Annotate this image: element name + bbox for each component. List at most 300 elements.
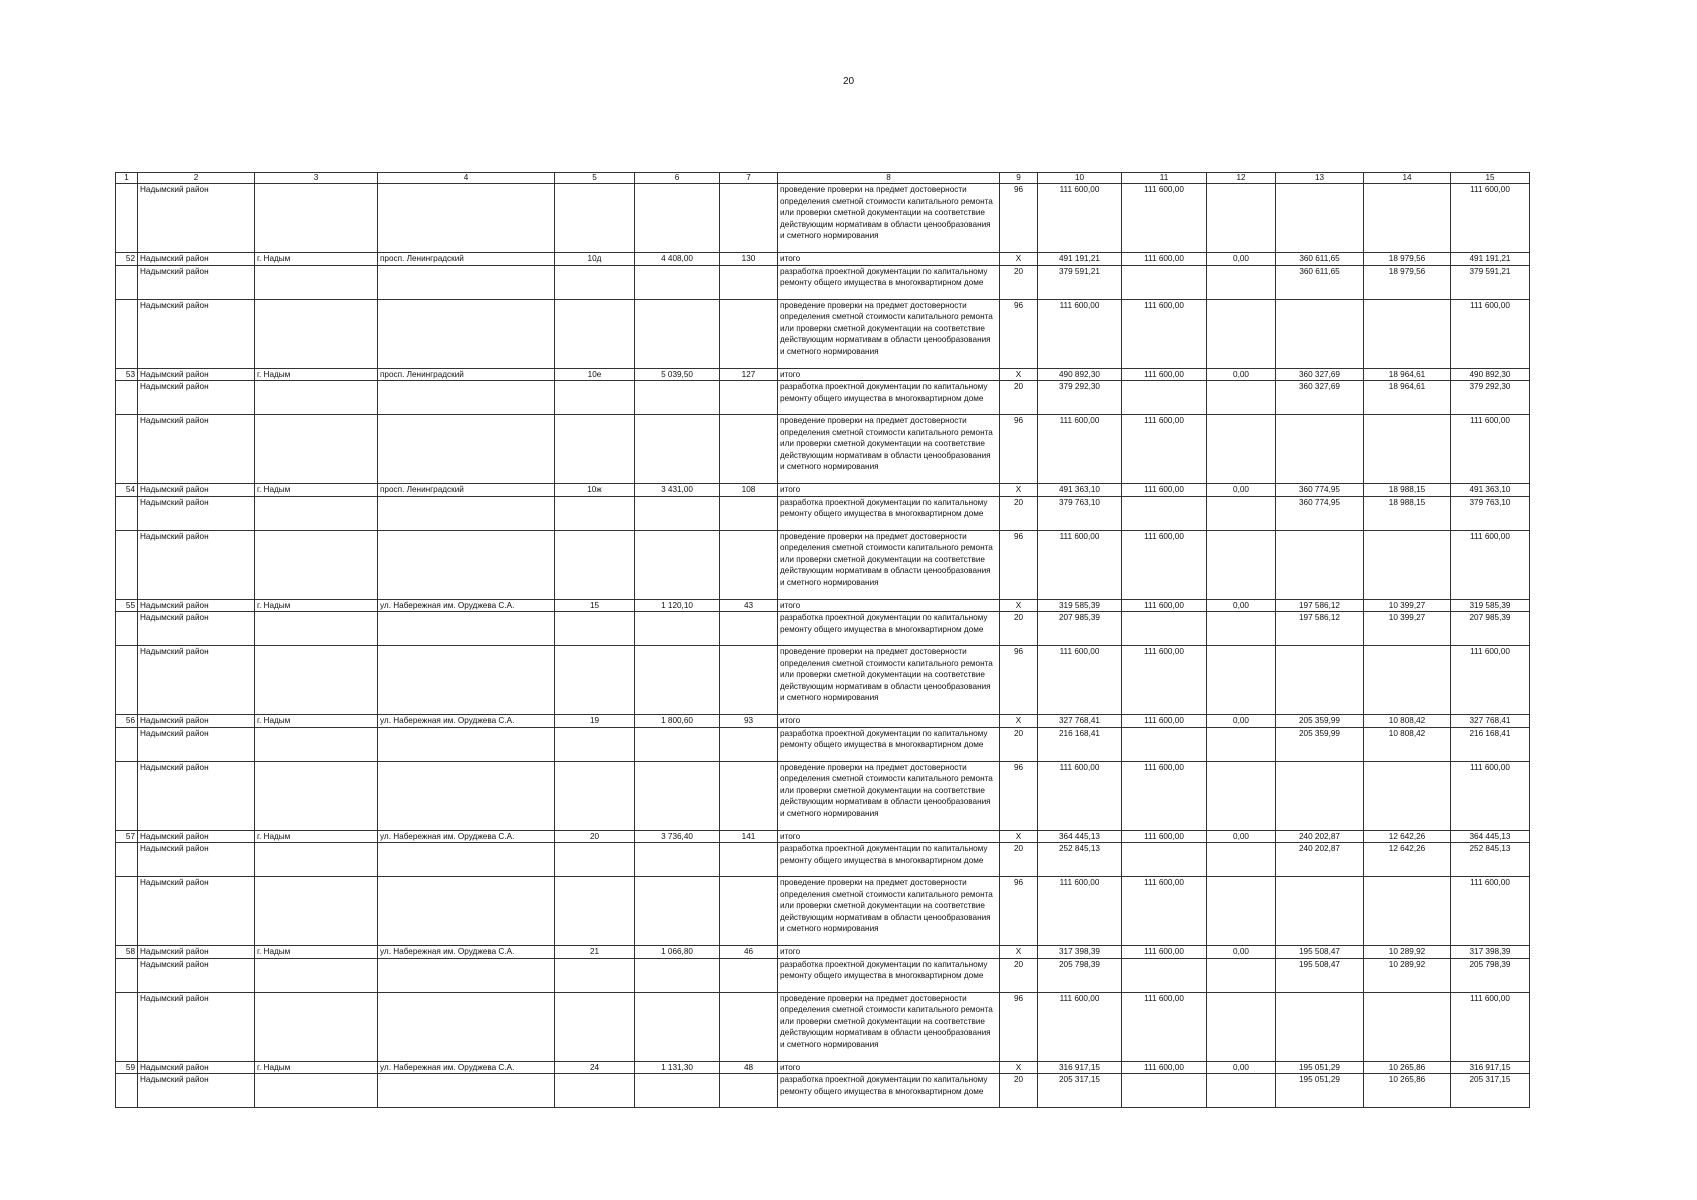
row-number-cell	[116, 646, 138, 715]
column-12-cell	[1207, 530, 1276, 599]
house-number-cell: 10ж	[555, 484, 635, 497]
column-15-cell: 207 985,39	[1451, 612, 1530, 646]
fund-cost-cell: 111 600,00	[1122, 877, 1207, 946]
street-cell: ул. Набережная им. Оруджева С.А.	[378, 830, 555, 843]
city-cell	[255, 843, 378, 877]
total-cost-cell: 111 600,00	[1038, 761, 1122, 830]
fund-cost-cell	[1122, 727, 1207, 761]
work-code-cell: 96	[1000, 415, 1038, 484]
table-row-total	[116, 830, 1530, 843]
district-cell: Надымский район	[138, 253, 255, 266]
table-row-check	[116, 184, 1530, 253]
total-cost-cell: 327 768,41	[1038, 715, 1122, 728]
district-cell: Надымский район	[138, 877, 255, 946]
district-cell: Надымский район	[138, 265, 255, 299]
city-cell	[255, 496, 378, 530]
residents-cell	[720, 612, 778, 646]
fund-cost-cell	[1122, 1074, 1207, 1108]
fund-cost-cell: 111 600,00	[1122, 1061, 1207, 1074]
street-cell	[378, 265, 555, 299]
column-header-9: 9	[1000, 173, 1038, 184]
total-cost-cell: 319 585,39	[1038, 599, 1122, 612]
table-row-check	[116, 877, 1530, 946]
street-cell	[378, 843, 555, 877]
city-cell	[255, 381, 378, 415]
table-row-total	[116, 715, 1530, 728]
page-number: 20	[842, 76, 855, 87]
row-number-cell	[116, 843, 138, 877]
column-12-cell	[1207, 843, 1276, 877]
residents-cell: 141	[720, 830, 778, 843]
district-cell: Надымский район	[138, 299, 255, 368]
house-number-cell	[555, 530, 635, 599]
column-12-cell	[1207, 646, 1276, 715]
capital-repair-table	[115, 172, 1530, 1108]
table-row-design	[116, 496, 1530, 530]
work-code-cell: 96	[1000, 184, 1038, 253]
fund-cost-cell: 111 600,00	[1122, 484, 1207, 497]
column-13-cell: 240 202,87	[1276, 843, 1364, 877]
column-14-cell	[1364, 184, 1451, 253]
total-cost-cell: 379 591,21	[1038, 265, 1122, 299]
work-type-cell: итого	[778, 599, 1000, 612]
work-type-cell: разработка проектной документации по капитальному ремонту общего имущества в многоквартирном доме	[778, 1074, 1000, 1108]
work-code-cell: 20	[1000, 612, 1038, 646]
city-cell: г. Надым	[255, 946, 378, 959]
district-cell: Надымский район	[138, 415, 255, 484]
work-type-cell: проведение проверки на предмет достоверности определения сметной стоимости капитального ремонта или проверки сметной документации на соответствие действующим нормативам в области ценообразования и сметного нормирования	[778, 992, 1000, 1061]
area-cell	[635, 1074, 720, 1108]
row-number-cell	[116, 761, 138, 830]
row-number-cell: 54	[116, 484, 138, 497]
city-cell	[255, 958, 378, 992]
house-number-cell	[555, 992, 635, 1061]
city-cell	[255, 992, 378, 1061]
column-13-cell: 195 508,47	[1276, 958, 1364, 992]
work-type-cell: разработка проектной документации по капитальному ремонту общего имущества в многоквартирном доме	[778, 612, 1000, 646]
fund-cost-cell: 111 600,00	[1122, 530, 1207, 599]
column-12-cell	[1207, 381, 1276, 415]
total-cost-cell: 490 892,30	[1038, 368, 1122, 381]
work-type-cell: итого	[778, 946, 1000, 959]
fund-cost-cell	[1122, 612, 1207, 646]
column-14-cell	[1364, 299, 1451, 368]
total-cost-cell: 111 600,00	[1038, 646, 1122, 715]
fund-cost-cell: 111 600,00	[1122, 646, 1207, 715]
work-code-cell: 20	[1000, 843, 1038, 877]
column-header-7: 7	[720, 173, 778, 184]
work-code-cell: Х	[1000, 1061, 1038, 1074]
column-13-cell	[1276, 184, 1364, 253]
column-12-cell: 0,00	[1207, 1061, 1276, 1074]
column-15-cell: 252 845,13	[1451, 843, 1530, 877]
work-code-cell: Х	[1000, 368, 1038, 381]
column-header-15: 15	[1451, 173, 1530, 184]
street-cell: просп. Ленинградский	[378, 368, 555, 381]
city-cell: г. Надым	[255, 599, 378, 612]
work-code-cell: 20	[1000, 381, 1038, 415]
total-cost-cell: 364 445,13	[1038, 830, 1122, 843]
column-12-cell	[1207, 992, 1276, 1061]
area-cell	[635, 761, 720, 830]
column-13-cell: 195 508,47	[1276, 946, 1364, 959]
table-row-design	[116, 843, 1530, 877]
column-15-cell: 111 600,00	[1451, 299, 1530, 368]
column-12-cell	[1207, 727, 1276, 761]
table-body	[116, 173, 1530, 1108]
table-row-design	[116, 958, 1530, 992]
row-number-cell	[116, 496, 138, 530]
table-row-check	[116, 530, 1530, 599]
column-13-cell: 240 202,87	[1276, 830, 1364, 843]
table-row-check	[116, 299, 1530, 368]
fund-cost-cell: 111 600,00	[1122, 599, 1207, 612]
street-cell: просп. Ленинградский	[378, 484, 555, 497]
district-cell: Надымский район	[138, 1061, 255, 1074]
column-14-cell: 10 808,42	[1364, 727, 1451, 761]
column-12-cell	[1207, 612, 1276, 646]
work-code-cell: Х	[1000, 715, 1038, 728]
city-cell: г. Надым	[255, 1061, 378, 1074]
residents-cell: 130	[720, 253, 778, 266]
column-header-5: 5	[555, 173, 635, 184]
column-15-cell: 379 292,30	[1451, 381, 1530, 415]
area-cell: 1 800,60	[635, 715, 720, 728]
row-number-cell: 57	[116, 830, 138, 843]
column-13-cell: 195 051,29	[1276, 1074, 1364, 1108]
column-13-cell	[1276, 415, 1364, 484]
column-15-cell: 111 600,00	[1451, 877, 1530, 946]
table-row-check	[116, 761, 1530, 830]
column-12-cell: 0,00	[1207, 484, 1276, 497]
residents-cell	[720, 958, 778, 992]
district-cell: Надымский район	[138, 830, 255, 843]
column-12-cell: 0,00	[1207, 946, 1276, 959]
district-cell: Надымский район	[138, 992, 255, 1061]
column-15-cell: 490 892,30	[1451, 368, 1530, 381]
residents-cell	[720, 761, 778, 830]
house-number-cell	[555, 958, 635, 992]
work-type-cell: разработка проектной документации по капитальному ремонту общего имущества в многоквартирном доме	[778, 496, 1000, 530]
work-code-cell: Х	[1000, 830, 1038, 843]
column-13-cell: 205 359,99	[1276, 727, 1364, 761]
column-12-cell	[1207, 184, 1276, 253]
area-cell: 5 039,50	[635, 368, 720, 381]
row-number-cell	[116, 381, 138, 415]
work-code-cell: 96	[1000, 299, 1038, 368]
work-code-cell: 20	[1000, 265, 1038, 299]
district-cell: Надымский район	[138, 381, 255, 415]
total-cost-cell: 491 191,21	[1038, 253, 1122, 266]
house-number-cell	[555, 646, 635, 715]
total-cost-cell: 317 398,39	[1038, 946, 1122, 959]
column-14-cell: 10 289,92	[1364, 958, 1451, 992]
street-cell	[378, 415, 555, 484]
table-row-design	[116, 1074, 1530, 1108]
column-12-cell: 0,00	[1207, 830, 1276, 843]
area-cell	[635, 877, 720, 946]
street-cell	[378, 530, 555, 599]
column-15-cell: 111 600,00	[1451, 646, 1530, 715]
work-type-cell: проведение проверки на предмет достоверности определения сметной стоимости капитального ремонта или проверки сметной документации на соответствие действующим нормативам в области ценообразования и сметного нормирования	[778, 184, 1000, 253]
column-13-cell: 360 774,95	[1276, 484, 1364, 497]
work-type-cell: проведение проверки на предмет достоверности определения сметной стоимости капитального ремонта или проверки сметной документации на соответствие действующим нормативам в области ценообразования и сметного нормирования	[778, 646, 1000, 715]
city-cell: г. Надым	[255, 368, 378, 381]
row-number-cell	[116, 530, 138, 599]
street-cell: ул. Набережная им. Оруджева С.А.	[378, 1061, 555, 1074]
work-code-cell: 20	[1000, 727, 1038, 761]
street-cell	[378, 992, 555, 1061]
city-cell	[255, 727, 378, 761]
row-number-cell	[116, 184, 138, 253]
district-cell: Надымский район	[138, 1074, 255, 1108]
column-12-cell: 0,00	[1207, 715, 1276, 728]
column-13-cell: 205 359,99	[1276, 715, 1364, 728]
column-13-cell: 360 611,65	[1276, 253, 1364, 266]
city-cell: г. Надым	[255, 715, 378, 728]
total-cost-cell: 207 985,39	[1038, 612, 1122, 646]
table-row-total	[116, 1061, 1530, 1074]
work-code-cell: Х	[1000, 946, 1038, 959]
area-cell	[635, 265, 720, 299]
district-cell: Надымский район	[138, 530, 255, 599]
row-number-cell	[116, 415, 138, 484]
column-12-cell	[1207, 496, 1276, 530]
row-number-cell	[116, 299, 138, 368]
total-cost-cell: 205 798,39	[1038, 958, 1122, 992]
work-type-cell: итого	[778, 715, 1000, 728]
residents-cell: 93	[720, 715, 778, 728]
column-15-cell: 316 917,15	[1451, 1061, 1530, 1074]
column-14-cell: 18 964,61	[1364, 381, 1451, 415]
total-cost-cell: 111 600,00	[1038, 299, 1122, 368]
column-14-cell: 18 979,56	[1364, 253, 1451, 266]
street-cell	[378, 727, 555, 761]
table-row-total	[116, 946, 1530, 959]
work-type-cell: итого	[778, 484, 1000, 497]
area-cell	[635, 299, 720, 368]
table-row-design	[116, 612, 1530, 646]
residents-cell	[720, 299, 778, 368]
work-type-cell: проведение проверки на предмет достоверности определения сметной стоимости капитального ремонта или проверки сметной документации на соответствие действующим нормативам в области ценообразования и сметного нормирования	[778, 877, 1000, 946]
table-row-total	[116, 368, 1530, 381]
column-14-cell	[1364, 877, 1451, 946]
residents-cell	[720, 415, 778, 484]
total-cost-cell: 316 917,15	[1038, 1061, 1122, 1074]
work-code-cell: Х	[1000, 253, 1038, 266]
row-number-cell	[116, 265, 138, 299]
column-15-cell: 491 191,21	[1451, 253, 1530, 266]
work-code-cell: 20	[1000, 496, 1038, 530]
column-15-cell: 111 600,00	[1451, 761, 1530, 830]
total-cost-cell: 111 600,00	[1038, 184, 1122, 253]
column-13-cell	[1276, 530, 1364, 599]
column-header-12: 12	[1207, 173, 1276, 184]
fund-cost-cell: 111 600,00	[1122, 946, 1207, 959]
column-header-4: 4	[378, 173, 555, 184]
work-code-cell: 96	[1000, 761, 1038, 830]
fund-cost-cell: 111 600,00	[1122, 992, 1207, 1061]
district-cell: Надымский район	[138, 484, 255, 497]
area-cell	[635, 646, 720, 715]
work-type-cell: проведение проверки на предмет достоверности определения сметной стоимости капитального ремонта или проверки сметной документации на соответствие действующим нормативам в области ценообразования и сметного нормирования	[778, 530, 1000, 599]
area-cell	[635, 727, 720, 761]
district-cell: Надымский район	[138, 727, 255, 761]
column-15-cell: 379 763,10	[1451, 496, 1530, 530]
column-15-cell: 111 600,00	[1451, 992, 1530, 1061]
column-header-2: 2	[138, 173, 255, 184]
residents-cell	[720, 646, 778, 715]
column-12-cell: 0,00	[1207, 599, 1276, 612]
residents-cell	[720, 496, 778, 530]
residents-cell	[720, 1074, 778, 1108]
street-cell	[378, 184, 555, 253]
house-number-cell: 19	[555, 715, 635, 728]
area-cell	[635, 381, 720, 415]
column-13-cell: 360 611,65	[1276, 265, 1364, 299]
city-cell: г. Надым	[255, 253, 378, 266]
city-cell	[255, 265, 378, 299]
table-row-design	[116, 381, 1530, 415]
column-12-cell	[1207, 265, 1276, 299]
house-number-cell	[555, 727, 635, 761]
column-13-cell	[1276, 877, 1364, 946]
total-cost-cell: 491 363,10	[1038, 484, 1122, 497]
fund-cost-cell: 111 600,00	[1122, 368, 1207, 381]
total-cost-cell: 111 600,00	[1038, 415, 1122, 484]
fund-cost-cell: 111 600,00	[1122, 715, 1207, 728]
house-number-cell	[555, 761, 635, 830]
column-12-cell: 0,00	[1207, 253, 1276, 266]
row-number-cell	[116, 992, 138, 1061]
total-cost-cell: 111 600,00	[1038, 992, 1122, 1061]
column-15-cell: 327 768,41	[1451, 715, 1530, 728]
row-number-cell: 58	[116, 946, 138, 959]
district-cell: Надымский район	[138, 958, 255, 992]
city-cell	[255, 1074, 378, 1108]
total-cost-cell: 111 600,00	[1038, 530, 1122, 599]
district-cell: Надымский район	[138, 496, 255, 530]
area-cell	[635, 843, 720, 877]
column-14-cell	[1364, 992, 1451, 1061]
work-type-cell: разработка проектной документации по капитальному ремонту общего имущества в многоквартирном доме	[778, 265, 1000, 299]
table-row-total	[116, 253, 1530, 266]
district-cell: Надымский район	[138, 946, 255, 959]
column-14-cell: 10 265,86	[1364, 1061, 1451, 1074]
city-cell	[255, 184, 378, 253]
column-14-cell: 18 964,61	[1364, 368, 1451, 381]
table-row-check	[116, 992, 1530, 1061]
fund-cost-cell	[1122, 958, 1207, 992]
work-type-cell: разработка проектной документации по капитальному ремонту общего имущества в многоквартирном доме	[778, 843, 1000, 877]
column-header-8: 8	[778, 173, 1000, 184]
column-12-cell	[1207, 299, 1276, 368]
column-header-1: 1	[116, 173, 138, 184]
column-14-cell: 12 642,26	[1364, 830, 1451, 843]
column-header-11: 11	[1122, 173, 1207, 184]
city-cell	[255, 612, 378, 646]
area-cell	[635, 496, 720, 530]
work-type-cell: проведение проверки на предмет достоверности определения сметной стоимости капитального ремонта или проверки сметной документации на соответствие действующим нормативам в области ценообразования и сметного нормирования	[778, 761, 1000, 830]
work-type-cell: разработка проектной документации по капитальному ремонту общего имущества в многоквартирном доме	[778, 727, 1000, 761]
row-number-cell: 53	[116, 368, 138, 381]
district-cell: Надымский район	[138, 843, 255, 877]
work-type-cell: проведение проверки на предмет достоверности определения сметной стоимости капитального ремонта или проверки сметной документации на соответствие действующим нормативам в области ценообразования и сметного нормирования	[778, 299, 1000, 368]
work-type-cell: итого	[778, 368, 1000, 381]
work-type-cell: разработка проектной документации по капитальному ремонту общего имущества в многоквартирном доме	[778, 381, 1000, 415]
area-cell	[635, 992, 720, 1061]
table-row-design	[116, 727, 1530, 761]
street-cell: ул. Набережная им. Оруджева С.А.	[378, 946, 555, 959]
work-code-cell: 96	[1000, 992, 1038, 1061]
house-number-cell	[555, 184, 635, 253]
house-number-cell	[555, 1074, 635, 1108]
total-cost-cell: 216 168,41	[1038, 727, 1122, 761]
row-number-cell: 52	[116, 253, 138, 266]
row-number-cell: 55	[116, 599, 138, 612]
house-number-cell: 15	[555, 599, 635, 612]
fund-cost-cell	[1122, 265, 1207, 299]
area-cell	[635, 958, 720, 992]
column-header-14: 14	[1364, 173, 1451, 184]
work-type-cell: итого	[778, 830, 1000, 843]
work-code-cell: Х	[1000, 484, 1038, 497]
work-code-cell: 96	[1000, 877, 1038, 946]
house-number-cell	[555, 299, 635, 368]
column-header-6: 6	[635, 173, 720, 184]
column-12-cell: 0,00	[1207, 368, 1276, 381]
city-cell: г. Надым	[255, 830, 378, 843]
residents-cell	[720, 381, 778, 415]
column-14-cell: 10 265,86	[1364, 1074, 1451, 1108]
street-cell	[378, 496, 555, 530]
table-row-total	[116, 599, 1530, 612]
street-cell: ул. Набережная им. Оруджева С.А.	[378, 599, 555, 612]
table-row-check	[116, 415, 1530, 484]
column-13-cell: 195 051,29	[1276, 1061, 1364, 1074]
column-13-cell	[1276, 646, 1364, 715]
area-cell	[635, 184, 720, 253]
city-cell	[255, 646, 378, 715]
column-15-cell: 317 398,39	[1451, 946, 1530, 959]
work-code-cell: 20	[1000, 1074, 1038, 1108]
column-12-cell	[1207, 415, 1276, 484]
work-code-cell: 96	[1000, 646, 1038, 715]
column-14-cell: 12 642,26	[1364, 843, 1451, 877]
column-13-cell: 197 586,12	[1276, 612, 1364, 646]
residents-cell	[720, 843, 778, 877]
work-type-cell: проведение проверки на предмет достоверности определения сметной стоимости капитального ремонта или проверки сметной документации на соответствие действующим нормативам в области ценообразования и сметного нормирования	[778, 415, 1000, 484]
work-code-cell: 20	[1000, 958, 1038, 992]
row-number-cell	[116, 612, 138, 646]
city-cell	[255, 530, 378, 599]
row-number-cell	[116, 1074, 138, 1108]
column-14-cell	[1364, 646, 1451, 715]
column-13-cell	[1276, 299, 1364, 368]
column-12-cell	[1207, 958, 1276, 992]
total-cost-cell: 379 763,10	[1038, 496, 1122, 530]
column-12-cell	[1207, 761, 1276, 830]
area-cell: 1 131,30	[635, 1061, 720, 1074]
column-13-cell: 197 586,12	[1276, 599, 1364, 612]
column-14-cell: 10 399,27	[1364, 612, 1451, 646]
column-15-cell: 205 317,15	[1451, 1074, 1530, 1108]
residents-cell: 127	[720, 368, 778, 381]
street-cell	[378, 612, 555, 646]
column-13-cell: 360 327,69	[1276, 381, 1364, 415]
column-number-header-row	[116, 173, 1530, 184]
area-cell	[635, 530, 720, 599]
